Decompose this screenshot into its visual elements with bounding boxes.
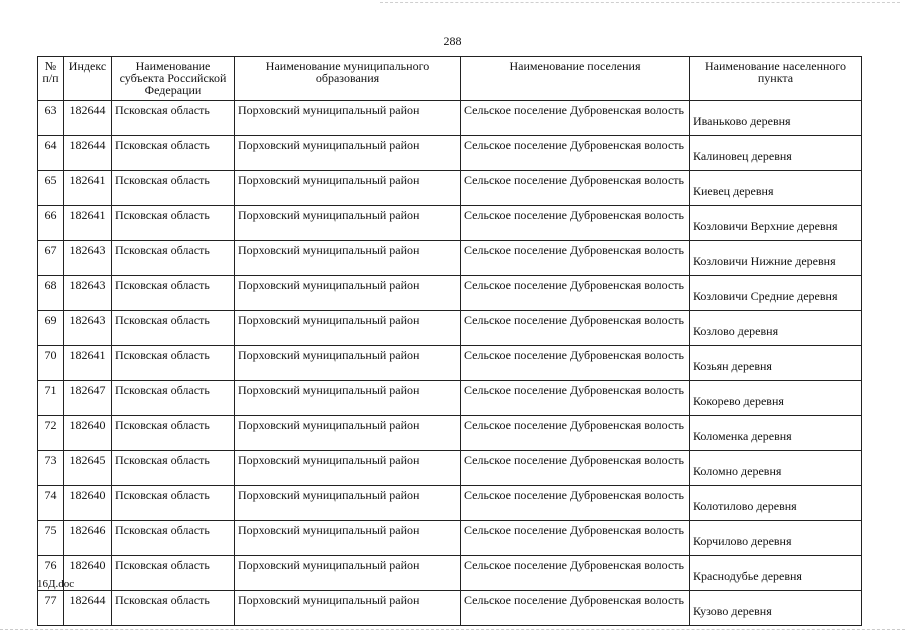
region-name: Псковская область: [112, 486, 235, 521]
postal-index: 182643: [64, 241, 112, 276]
col-header-municipality: Наименование муниципального образования: [235, 57, 461, 101]
locality-name: Иваньково деревня: [690, 101, 862, 136]
row-number: 69: [38, 311, 64, 346]
region-name: Псковская область: [112, 416, 235, 451]
locality-name: Краснодубье деревня: [690, 556, 862, 591]
region-name: Псковская область: [112, 381, 235, 416]
postal-index: 182646: [64, 521, 112, 556]
settlement-name: Сельское поселение Дубровенская волость: [461, 346, 690, 381]
postal-index: 182647: [64, 381, 112, 416]
table-row: [38, 136, 862, 171]
settlement-name: Сельское поселение Дубровенская волость: [461, 451, 690, 486]
postal-index: 182640: [64, 416, 112, 451]
table-row: [38, 311, 862, 346]
municipality-name: Порховский муниципальный район: [235, 451, 461, 486]
region-name: Псковская область: [112, 101, 235, 136]
table-row: [38, 521, 862, 556]
postal-index: 182644: [64, 101, 112, 136]
scan-artifact-top: [380, 2, 900, 5]
row-number: 77: [38, 591, 64, 626]
settlement-name: Сельское поселение Дубровенская волость: [461, 241, 690, 276]
municipality-name: Порховский муниципальный район: [235, 241, 461, 276]
municipality-name: Порховский муниципальный район: [235, 171, 461, 206]
table-row: [38, 591, 862, 626]
table-row: [38, 346, 862, 381]
settlement-name: Сельское поселение Дубровенская волость: [461, 101, 690, 136]
municipality-name: Порховский муниципальный район: [235, 556, 461, 591]
table-row: [38, 276, 862, 311]
municipality-name: Порховский муниципальный район: [235, 276, 461, 311]
municipality-name: Порховский муниципальный район: [235, 521, 461, 556]
locality-name: Коломенка деревня: [690, 416, 862, 451]
postal-index: 182644: [64, 136, 112, 171]
row-number: 74: [38, 486, 64, 521]
row-number: 76: [38, 556, 64, 591]
col-header-number: № п/п: [38, 57, 64, 101]
postal-index: 182643: [64, 276, 112, 311]
postal-index: 182641: [64, 346, 112, 381]
postal-index: 182641: [64, 206, 112, 241]
locality-name: Кокорево деревня: [690, 381, 862, 416]
table-row: [38, 101, 862, 136]
scan-artifact-bottom: [0, 629, 905, 632]
locality-name: Киевец деревня: [690, 171, 862, 206]
locality-name: Калиновец деревня: [690, 136, 862, 171]
settlement-name: Сельское поселение Дубровенская волость: [461, 416, 690, 451]
col-header-region: Наименование субъекта Российской Федерации: [112, 57, 235, 101]
municipality-name: Порховский муниципальный район: [235, 101, 461, 136]
settlement-name: Сельское поселение Дубровенская волость: [461, 171, 690, 206]
region-name: Псковская область: [112, 451, 235, 486]
region-name: Псковская область: [112, 206, 235, 241]
region-name: Псковская область: [112, 591, 235, 626]
settlements-table: [37, 56, 862, 626]
row-number: 75: [38, 521, 64, 556]
row-number: 67: [38, 241, 64, 276]
col-header-settlement: Наименование поселения: [461, 57, 690, 101]
settlement-name: Сельское поселение Дубровенская волость: [461, 136, 690, 171]
col-header-locality: Наименование населенного пункта: [690, 57, 862, 101]
settlement-name: Сельское поселение Дубровенская волость: [461, 486, 690, 521]
table-row: [38, 171, 862, 206]
settlement-name: Сельское поселение Дубровенская волость: [461, 206, 690, 241]
locality-name: Козлово деревня: [690, 311, 862, 346]
row-number: 66: [38, 206, 64, 241]
table-header-row: [38, 57, 862, 101]
row-number: 68: [38, 276, 64, 311]
municipality-name: Порховский муниципальный район: [235, 206, 461, 241]
postal-index: 182645: [64, 451, 112, 486]
postal-index: 182640: [64, 556, 112, 591]
region-name: Псковская область: [112, 521, 235, 556]
municipality-name: Порховский муниципальный район: [235, 136, 461, 171]
settlement-name: Сельское поселение Дубровенская волость: [461, 276, 690, 311]
region-name: Псковская область: [112, 241, 235, 276]
municipality-name: Порховский муниципальный район: [235, 346, 461, 381]
row-number: 63: [38, 101, 64, 136]
table-row: [38, 451, 862, 486]
page-number: 288: [443, 34, 462, 48]
settlement-name: Сельское поселение Дубровенская волость: [461, 311, 690, 346]
municipality-name: Порховский муниципальный район: [235, 486, 461, 521]
region-name: Псковская область: [112, 171, 235, 206]
table-row: [38, 381, 862, 416]
row-number: 71: [38, 381, 64, 416]
postal-index: 182644: [64, 591, 112, 626]
locality-name: Колотилово деревня: [690, 486, 862, 521]
postal-index: 182640: [64, 486, 112, 521]
settlement-name: Сельское поселение Дубровенская волость: [461, 381, 690, 416]
table-row: [38, 486, 862, 521]
settlement-name: Сельское поселение Дубровенская волость: [461, 521, 690, 556]
municipality-name: Порховский муниципальный район: [235, 311, 461, 346]
locality-name: Козьян деревня: [690, 346, 862, 381]
row-number: 70: [38, 346, 64, 381]
postal-index: 182643: [64, 311, 112, 346]
row-number: 72: [38, 416, 64, 451]
locality-name: Корчилово деревня: [690, 521, 862, 556]
settlement-name: Сельское поселение Дубровенская волость: [461, 556, 690, 591]
table-row: [38, 241, 862, 276]
region-name: Псковская область: [112, 346, 235, 381]
locality-name: Коломно деревня: [690, 451, 862, 486]
region-name: Псковская область: [112, 276, 235, 311]
row-number: 73: [38, 451, 64, 486]
postal-index: 182641: [64, 171, 112, 206]
row-number: 65: [38, 171, 64, 206]
table-row: [38, 556, 862, 591]
row-number: 64: [38, 136, 64, 171]
col-header-index: Индекс: [64, 57, 112, 101]
locality-name: Кузово деревня: [690, 591, 862, 626]
settlement-name: Сельское поселение Дубровенская волость: [461, 591, 690, 626]
table-row: [38, 206, 862, 241]
locality-name: Козловичи Верхние деревня: [690, 206, 862, 241]
table-row: [38, 416, 862, 451]
region-name: Псковская область: [112, 311, 235, 346]
region-name: Псковская область: [112, 136, 235, 171]
municipality-name: Порховский муниципальный район: [235, 381, 461, 416]
municipality-name: Порховский муниципальный район: [235, 591, 461, 626]
locality-name: Козловичи Средние деревня: [690, 276, 862, 311]
locality-name: Козловичи Нижние деревня: [690, 241, 862, 276]
table-body: [38, 101, 862, 626]
region-name: Псковская область: [112, 556, 235, 591]
municipality-name: Порховский муниципальный район: [235, 416, 461, 451]
footer-filename: 16Д.doc: [37, 578, 75, 590]
